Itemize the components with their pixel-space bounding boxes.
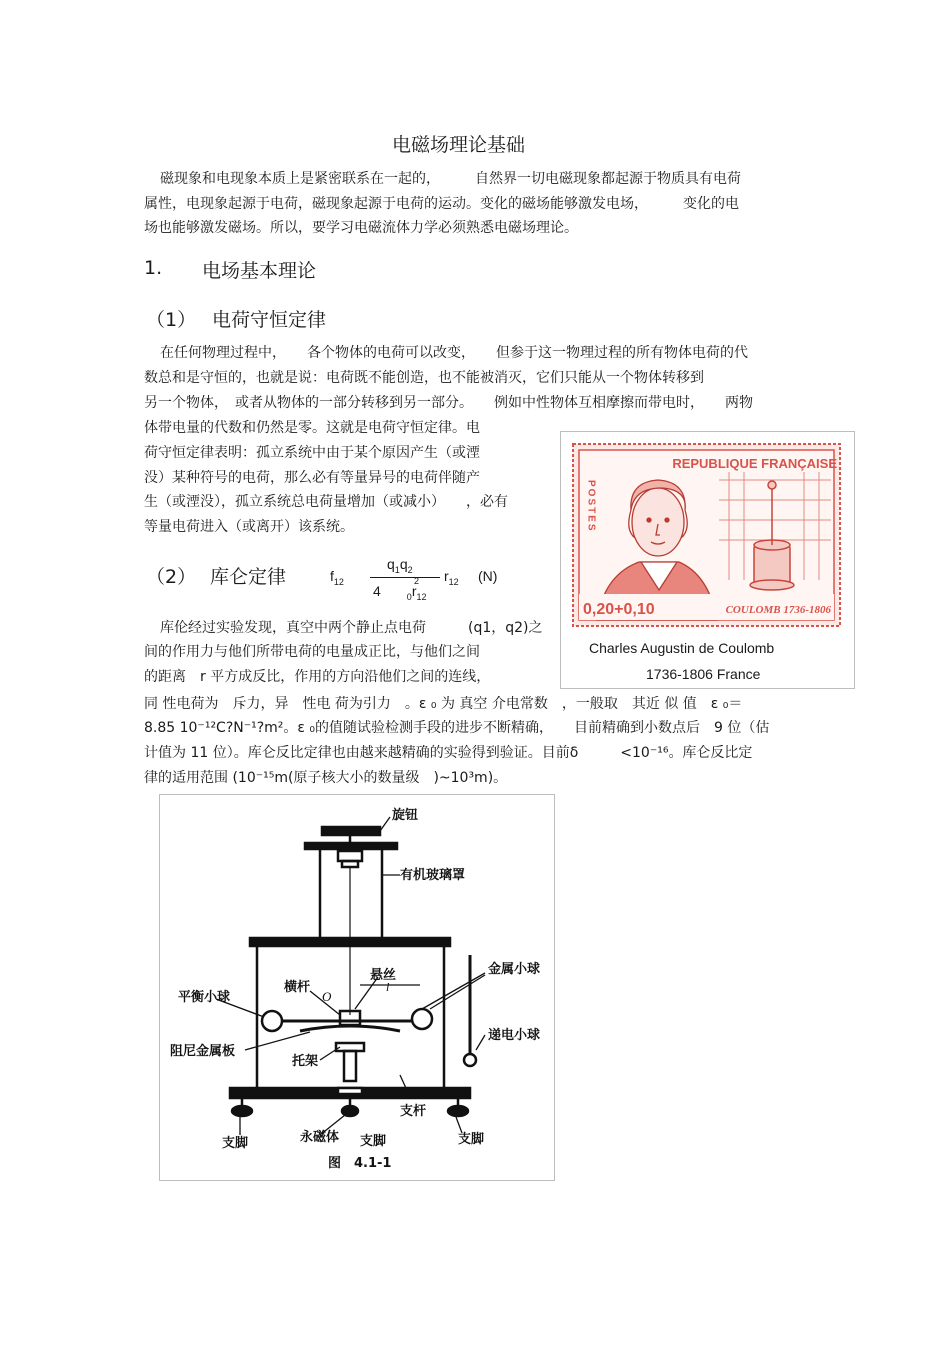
formula-four: 4 — [373, 583, 381, 599]
formula-rhs-sub: 12 — [448, 576, 459, 587]
formula-r-squared: 2 — [414, 576, 420, 586]
formula-lhs-symbol: f — [330, 568, 334, 584]
stamp-name-text: COULOMB 1736-1806 — [725, 604, 831, 616]
para-line: 的距离 r 平方成反比，作用的方向沿他们之间的连线， — [144, 669, 491, 685]
subsection-number: （2） — [146, 566, 197, 588]
para-line: 另一个物体， 或者从物体的一部分转移到另一部分。 例如中性物体互相摩擦而带电时， 两物 — [144, 395, 753, 411]
para-line: 数总和是守恒的，也就是说：电荷既不能创造，也不能被消灭，它们只能从一个物体转移到 — [144, 370, 704, 386]
intro-line: 磁现象和电现象本质上是紧密联系在一起的， 自然界一切电磁现象都起源于物质具有电荷 — [160, 171, 741, 187]
formula-fraction-bar — [370, 577, 440, 578]
para-line: 体带电量的代数和仍然是零。这就是电荷守恒定律。电 — [144, 420, 480, 436]
para-line: 在任何物理过程中， 各个物体的电荷可以改变， 但参于这一物理过程的所有物体电荷的代 — [160, 345, 748, 361]
formula-rhs — [444, 568, 459, 587]
stamp-caption-name: Charles Augustin de Coulomb — [589, 640, 775, 656]
label-knob: 旋钮 — [392, 808, 419, 823]
subsection-number: （1） — [146, 309, 197, 331]
para-line: 库伦经过实验发现，真空中两个静止点电荷 (q1，q2)之 — [160, 620, 543, 636]
torsion-balance-figure — [159, 794, 555, 1181]
para-line: 律的适用范围 (10⁻¹⁵m(原子核大小的数量级 )~10³m)。 — [144, 770, 508, 786]
para-line: 等量电荷进入（或离开）该系统。 — [144, 519, 354, 535]
formula-eps-sub: 0 — [406, 591, 412, 602]
label-magnet: 永磁体 — [300, 1130, 340, 1145]
stamp-price-text: 0,20+0,10 — [583, 601, 655, 618]
formula-r: r — [411, 583, 417, 599]
stamp-caption-years: 1736-1806 France — [646, 666, 761, 682]
section-title: 电场基本理论 — [202, 260, 317, 282]
label-balance-ball: 平衡小球 — [178, 990, 231, 1005]
para-line: 8.85 10⁻¹²C?N⁻¹?m²。ε ₀的值随试验检测手段的进步不断精确， 目前精确到小数点后 9 位（估 — [144, 720, 770, 736]
para-line: 没）某种符号的电荷，那么必有等量异号的电荷伴随产 — [144, 470, 480, 486]
label-metal-ball: 金属小球 — [488, 962, 541, 977]
para-line: 间的作用力与他们所带电荷的电量成正比，与他们之间 — [144, 644, 480, 660]
formula-r-sub: 12 — [416, 591, 427, 602]
figure-caption: 图 4.1-1 — [328, 1156, 392, 1171]
para-line: 荷守恒定律表明：孤立系统中由于某个原因产生（或湮 — [144, 445, 480, 461]
intro-line: 属性，电现象起源于电荷，磁现象起源于电荷的运动。变化的磁场能够激发电场， 变化的电 — [144, 196, 739, 212]
label-o: O — [322, 989, 332, 1004]
stamp-postes-text: POSTES — [585, 480, 597, 533]
formula-q2: q — [399, 556, 408, 572]
label-l: l — [386, 980, 390, 994]
subsection-title: 库仑定律 — [210, 566, 287, 588]
intro-line: 场也能够激发磁场。所以，要学习电磁流体力学必须熟悉电磁场理论。 — [144, 220, 578, 236]
formula-q2-sub: 2 — [407, 564, 413, 575]
label-wire: 悬丝 — [370, 968, 397, 983]
formula-q1-sub: 1 — [394, 564, 400, 575]
label-foot-right: 支脚 — [458, 1132, 485, 1147]
formula-unit: (N) — [478, 568, 498, 584]
label-cover: 有机玻璃罩 — [400, 868, 466, 883]
label-beam: 横杆 — [284, 980, 311, 995]
label-foot-small: 支脚 — [360, 1134, 387, 1149]
label-rod: 支杆 — [400, 1104, 427, 1119]
subsection-title: 电荷守恒定律 — [212, 309, 327, 331]
label-bracket: 托架 — [292, 1054, 319, 1069]
torsion-balance-diagram — [160, 795, 554, 1180]
para-line: 计值为 11 位）。库仑反比定律也由越来越精确的实验得到验证。目前δ <10⁻¹⁶。库仑反比定 — [144, 745, 753, 761]
formula-numerator — [387, 556, 413, 575]
label-transfer-ball: 递电小球 — [488, 1028, 541, 1043]
formula-q1: q — [387, 556, 395, 572]
label-damping-plate: 阻尼金属板 — [170, 1044, 236, 1059]
coulomb-stamp-figure — [560, 431, 855, 689]
para-line: 同 性电荷为 斥力，异 性电 荷为引力 。ε ₀ 为 真空 介电常数 ，一般取 其近 似 值 ε ₀＝ — [144, 696, 743, 712]
section-number: 1. — [144, 257, 163, 279]
formula-unit-vector: r — [444, 568, 449, 584]
stamp-country-text: REPUBLIQUE FRANÇAISE — [672, 456, 837, 471]
formula-lhs — [330, 568, 344, 587]
label-foot-left: 支脚 — [222, 1136, 249, 1151]
page-title: 电磁场理论基础 — [392, 134, 526, 156]
formula-lhs-subscript: 12 — [333, 576, 344, 587]
coulomb-stamp-image — [569, 440, 844, 630]
para-line: 生（或湮没），孤立系统总电荷量增加（或减小） ，必有 — [144, 494, 508, 510]
